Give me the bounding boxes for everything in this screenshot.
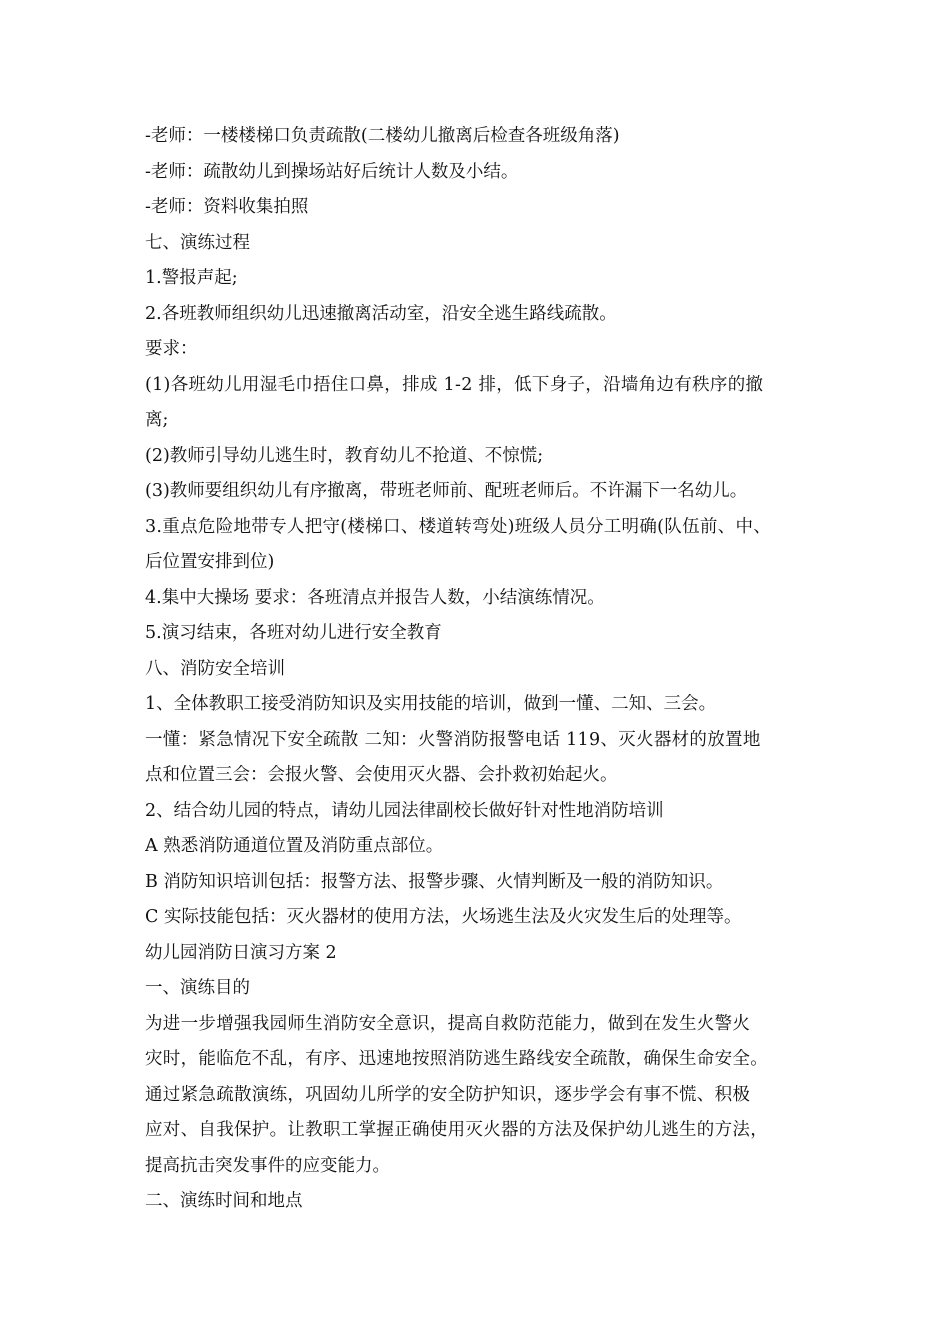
text-line: 1、全体教职工接受消防知识及实用技能的培训，做到一懂、二知、三会。 — [145, 694, 717, 714]
text-line: -老师：资料收集拍照 — [145, 197, 309, 217]
text-line: 2.各班教师组织幼儿迅速撤离活动室，沿安全逃生路线疏散。 — [145, 303, 617, 324]
section-heading: 一、演练目的 — [145, 978, 250, 998]
section-heading: 八、消防安全培训 — [145, 658, 285, 679]
text-line: 5.演习结束，各班对幼儿进行安全教育 — [145, 623, 442, 643]
text-line: 灾时，能临危不乱，有序、迅速地按照消防逃生路线安全疏散，确保生命安全。 — [145, 1049, 768, 1069]
text-line: 点和位置三会：会报火警、会使用灭火器、会扑救初始起火。 — [145, 765, 618, 785]
text-line: 后位置安排到位) — [145, 552, 275, 572]
document-body — [145, 119, 825, 1220]
text-line: (3)教师要组织幼儿有序撤离，带班老师前、配班老师后。不许漏下一名幼儿。 — [145, 481, 748, 501]
text-line: 一懂：紧急情况下安全疏散 二知：火警消防报警电话 119、灭火器材的放置地 — [145, 729, 761, 750]
text-line: 为进一步增强我园师生消防安全意识，提高自救防范能力，做到在发生火警火 — [145, 1013, 751, 1034]
text-line: 离; — [145, 410, 169, 430]
text-line: -老师：一楼楼梯口负责疏散(二楼幼儿撤离后检查各班级角落) — [145, 126, 620, 146]
document-title: 幼儿园消防日演习方案 2 — [145, 942, 337, 963]
text-line: -老师：疏散幼儿到操场站好后统计人数及小结。 — [145, 161, 519, 182]
text-line: 提高抗击突发事件的应变能力。 — [145, 1155, 390, 1176]
text-line: B 消防知识培训包括：报警方法、报警步骤、火情判断及一般的消防知识。 — [145, 871, 724, 892]
text-line: 应对、自我保护。让教职工掌握正确使用灭火器的方法及保护幼儿逃生的方法， — [145, 1120, 768, 1140]
text-line: 2、结合幼儿园的特点，请幼儿园法律副校长做好针对性地消防培训 — [145, 800, 664, 821]
text-line: 3.重点危险地带专人把守(楼梯口、楼道转弯处)班级人员分工明确(队伍前、中、 — [145, 516, 772, 537]
text-line: (1)各班幼儿用湿毛巾捂住口鼻，排成 1-2 排，低下身子，沿墙角边有秩序的撤 — [145, 374, 764, 395]
section-heading: 七、演练过程 — [145, 232, 250, 253]
text-line: 通过紧急疏散演练，巩固幼儿所学的安全防护知识，逐步学会有事不慌、积极 — [145, 1084, 751, 1105]
section-heading: 二、演练时间和地点 — [145, 1191, 303, 1211]
text-line: A 熟悉消防通道位置及消防重点部位。 — [145, 836, 444, 856]
text-line: 4.集中大操场 要求：各班清点并报告人数，小结演练情况。 — [145, 587, 605, 608]
text-line: 要求： — [145, 339, 198, 359]
text-line: 1.警报声起; — [145, 268, 238, 288]
text-line: (2)教师引导幼儿逃生时，教育幼儿不抢道、不惊慌; — [145, 445, 544, 466]
text-line: C 实际技能包括：灭火器材的使用方法，火场逃生法及火灾发生后的处理等。 — [145, 907, 742, 927]
